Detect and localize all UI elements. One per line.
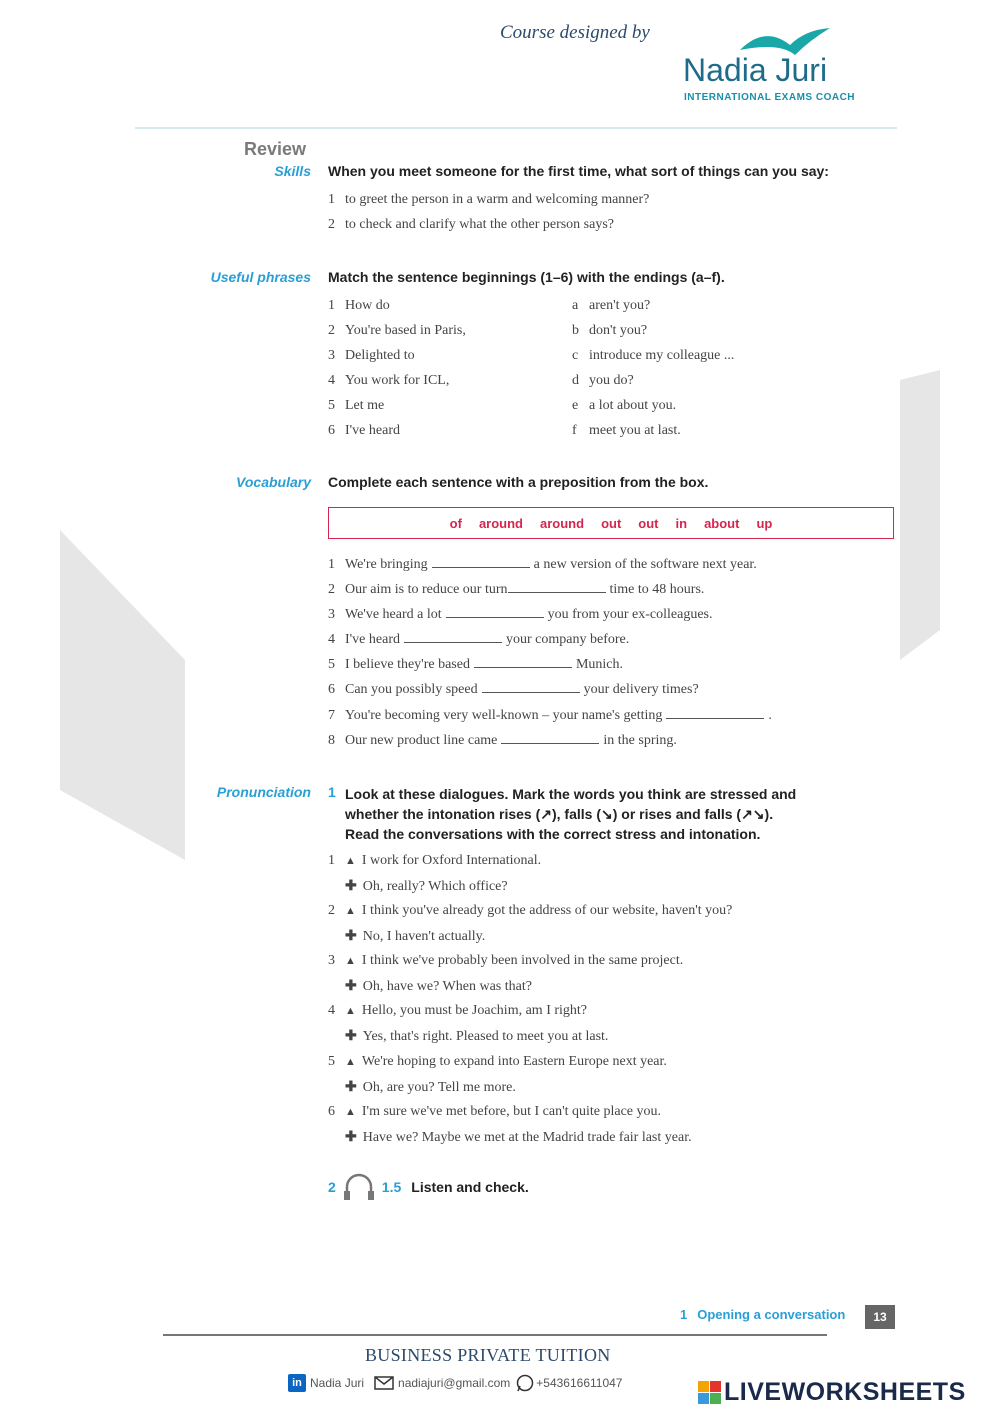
ending-item: f meet you at last. bbox=[572, 423, 681, 438]
dialogue-line-b: ✚ No, I haven't actually. bbox=[345, 929, 486, 944]
box-word: around bbox=[540, 515, 585, 531]
dialogue-line-b: ✚ Have we? Maybe we met at the Madrid trade fair last year. bbox=[345, 1130, 692, 1145]
beginning-item: 1 How do bbox=[328, 298, 390, 313]
beginning-item: 3 Delighted to bbox=[328, 348, 415, 363]
speaker-a-triangle-icon: ▲ bbox=[345, 1106, 356, 1118]
headphones-icon[interactable] bbox=[342, 1172, 376, 1202]
unit-footer: 1 Opening a conversation bbox=[680, 1307, 846, 1322]
useful-phrases-instruction: Match the sentence beginnings (1–6) with the endings (a–f). bbox=[328, 269, 725, 285]
ending-item: e a lot about you. bbox=[572, 398, 677, 413]
beginning-item: 6 I've heard bbox=[328, 423, 400, 438]
speaker-b-cross-icon: ✚ bbox=[345, 1080, 357, 1095]
vocabulary-label: Vocabulary bbox=[236, 474, 311, 490]
skills-label: Skills bbox=[274, 163, 311, 179]
pronunciation-task-num: 1 bbox=[328, 784, 336, 800]
liveworksheets-text: LIVEWORKSHEETS bbox=[724, 1378, 966, 1406]
useful-phrases-label: Useful phrases bbox=[210, 269, 311, 285]
speaker-b-cross-icon: ✚ bbox=[345, 1130, 357, 1145]
box-word: out bbox=[601, 515, 622, 531]
dialogue-line-a: 6 ▲ I'm sure we've met before, but I can't quite place you. bbox=[328, 1104, 662, 1119]
answer-blank[interactable] bbox=[482, 682, 580, 693]
box-word: around bbox=[478, 515, 523, 531]
review-title: Review bbox=[244, 139, 307, 159]
dialogue-line-b: ✚ Yes, that's right. Pleased to meet you at last. bbox=[345, 1029, 609, 1044]
box-word: up bbox=[756, 515, 773, 531]
dialogue-line-a: 4 ▲ Hello, you must be Joachim, am I right? bbox=[328, 1003, 588, 1018]
vocabulary-instruction: Complete each sentence with a preposition from the box. bbox=[328, 474, 709, 490]
linkedin-icon[interactable]: in bbox=[288, 1374, 306, 1392]
beginning-item: 4 You work for ICL, bbox=[328, 373, 450, 388]
footer-title: BUSINESS PRIVATE TUITION bbox=[365, 1345, 611, 1365]
speaker-b-cross-icon: ✚ bbox=[345, 1029, 357, 1044]
beginning-item: 5 Let me bbox=[328, 398, 385, 413]
speaker-b-cross-icon: ✚ bbox=[345, 929, 357, 944]
answer-blank[interactable] bbox=[508, 582, 606, 593]
liveworksheets-icon bbox=[698, 1381, 722, 1405]
speaker-a-triangle-icon: ▲ bbox=[345, 955, 356, 967]
answer-blank[interactable] bbox=[404, 632, 502, 643]
course-designed-by: Course designed by bbox=[500, 22, 650, 43]
dialogue-line-b: ✚ Oh, really? Which office? bbox=[345, 879, 508, 894]
dialogue-line-b: ✚ Oh, have we? When was that? bbox=[345, 979, 532, 994]
skills-item: 2 to check and clarify what the other person says? bbox=[328, 217, 615, 232]
header-divider bbox=[135, 127, 897, 129]
vocab-sentence: 5 I believe they're based Munich. bbox=[328, 657, 624, 672]
vocab-sentence: 7 You're becoming very well-known – your name's getting . bbox=[328, 708, 772, 723]
brand-name: Nadia Juri bbox=[683, 52, 828, 88]
vocab-sentence: 3 We've heard a lot you from your ex-colleagues. bbox=[328, 607, 713, 622]
ending-item: d you do? bbox=[572, 373, 634, 388]
box-word: of bbox=[449, 515, 462, 531]
mail-icon[interactable] bbox=[374, 1376, 394, 1390]
answer-blank[interactable] bbox=[446, 607, 544, 618]
dialogue-line-a: 2 ▲ I think you've already got the address of our website, haven't you? bbox=[328, 903, 733, 918]
answer-blank[interactable] bbox=[474, 657, 572, 668]
answer-blank[interactable] bbox=[666, 708, 764, 719]
speaker-b-cross-icon: ✚ bbox=[345, 979, 357, 994]
task2-text: Listen and check. bbox=[411, 1179, 529, 1195]
brand-tagline: INTERNATIONAL EXAMS COACH bbox=[684, 92, 856, 103]
speaker-a-triangle-icon: ▲ bbox=[345, 905, 356, 917]
skills-item: 1 to greet the person in a warm and welcoming manner? bbox=[328, 192, 650, 207]
box-word: out bbox=[638, 515, 659, 531]
speaker-a-triangle-icon: ▲ bbox=[345, 1005, 356, 1017]
whatsapp-icon[interactable] bbox=[516, 1374, 534, 1392]
box-word: in bbox=[675, 515, 688, 531]
pronunciation-instruction: Look at these dialogues. Mark the words you think are stressed and whether the intonation rises (↗), falls (↘) or rises and falls (↗↘). Read the conversations with the correct stress and intonation. bbox=[345, 786, 797, 842]
linkedin-name[interactable]: Nadia Juri bbox=[310, 1376, 365, 1390]
dialogue-line-a: 1 ▲ I work for Oxford International. bbox=[328, 853, 542, 868]
preposition-box bbox=[328, 507, 894, 539]
ending-item: b don't you? bbox=[572, 323, 648, 338]
task2-track: 1.5 bbox=[381, 1179, 402, 1195]
vocab-sentence: 2 Our aim is to reduce our turn time to 48 hours. bbox=[328, 582, 705, 597]
speaker-a-triangle-icon: ▲ bbox=[345, 855, 356, 867]
skills-instruction: When you meet someone for the first time, what sort of things can you say: bbox=[328, 163, 829, 179]
speaker-b-cross-icon: ✚ bbox=[345, 879, 357, 894]
dialogue-line-a: 3 ▲ I think we've probably been involved in the same project. bbox=[328, 953, 684, 968]
phone-number[interactable]: +543616611047 bbox=[536, 1376, 623, 1390]
task2-num: 2 bbox=[328, 1179, 336, 1195]
dialogue-line-b: ✚ Oh, are you? Tell me more. bbox=[345, 1080, 516, 1095]
dialogue-line-a: 5 ▲ We're hoping to expand into Eastern Europe next year. bbox=[328, 1054, 667, 1069]
vocab-sentence: 1 We're bringing a new version of the software next year. bbox=[328, 557, 757, 572]
beginning-item: 2 You're based in Paris, bbox=[328, 323, 466, 338]
answer-blank[interactable] bbox=[432, 557, 530, 568]
box-word: about bbox=[704, 515, 740, 531]
task2-row bbox=[328, 1172, 529, 1202]
ending-item: a aren't you? bbox=[572, 298, 651, 313]
vocab-sentence: 4 I've heard your company before. bbox=[328, 632, 630, 647]
answer-blank[interactable] bbox=[501, 733, 599, 744]
contact-row bbox=[288, 1374, 622, 1392]
vocab-sentence: 8 Our new product line came in the spring. bbox=[328, 733, 677, 748]
vocab-sentence: 6 Can you possibly speed your delivery times? bbox=[328, 682, 699, 697]
pronunciation-label: Pronunciation bbox=[216, 784, 311, 800]
footer-divider bbox=[163, 1334, 827, 1336]
page-number: 13 bbox=[865, 1305, 895, 1329]
email-link[interactable]: nadiajuri@gmail.com bbox=[398, 1376, 511, 1390]
ending-item: c introduce my colleague ... bbox=[572, 348, 735, 363]
speaker-a-triangle-icon: ▲ bbox=[345, 1056, 356, 1068]
liveworksheets-logo[interactable] bbox=[698, 1378, 966, 1407]
